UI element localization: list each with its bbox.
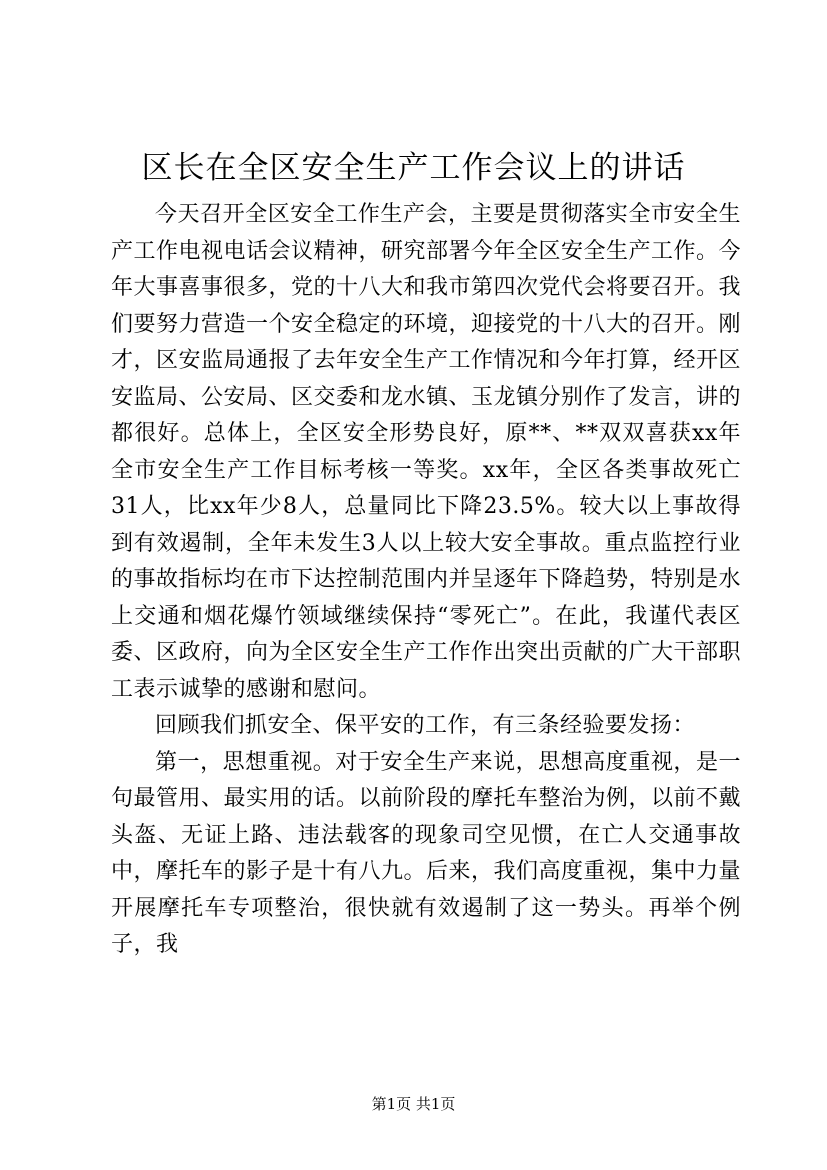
- document-body: [111, 197, 741, 964]
- paragraph-2: 回顾我们抓安全、保平安的工作，有三条经验要发扬：: [155, 713, 696, 738]
- paragraph-1: 今天召开全区安全工作生产会，主要是贯彻落实全市安全生产工作电视电话会议精神，研究部署今年全区安全生产工作。今年大事喜事很多，党的十八大和我市第四次党代会将要召开。我们要努力营造一个安全稳定的环境，迎接党的十八大的召开。刚才，区安监局通报了去年安全生产工作情况和今年打算，经开区安监局、公安局、区交委和龙水镇、玉龙镇分别作了发言，讲的都很好。总体上，全区安全形势良好，原**、**双双喜获xx年全市安全生产工作目标考核一等奖。xx年，全区各类事故死亡31人，比xx年少8人，总量同比下降23.5%。较大以上事故得到有效遏制，全年未发生3人以上较大安全事故。重点监控行业的事故指标均在市下达控制范围内并呈逐年下降趋势，特别是水上交通和烟花爆竹领域继续保持“零死亡”。在此，我谨代表区委、区政府，向为全区安全生产工作作出突出贡献的广大干部职工表示诚挚的感谢和慰问。: [111, 202, 742, 702]
- paragraph-3: 第一，思想重视。对于安全生产来说，思想高度重视，是一句最管用、最实用的话。以前阶段的摩托车整治为例，以前不戴头盔、无证上路、违法载客的现象司空见惯，在亡人交通事故中，摩托车的影子是十有八九。后来，我们高度重视，集中力量开展摩托车专项整治，很快就有效遏制了这一势头。再举个例子，我: [111, 749, 742, 957]
- page-footer: 第1页 共1页: [371, 1095, 456, 1113]
- document-title: 区长在全区安全生产工作会议上的讲话: [141, 150, 686, 186]
